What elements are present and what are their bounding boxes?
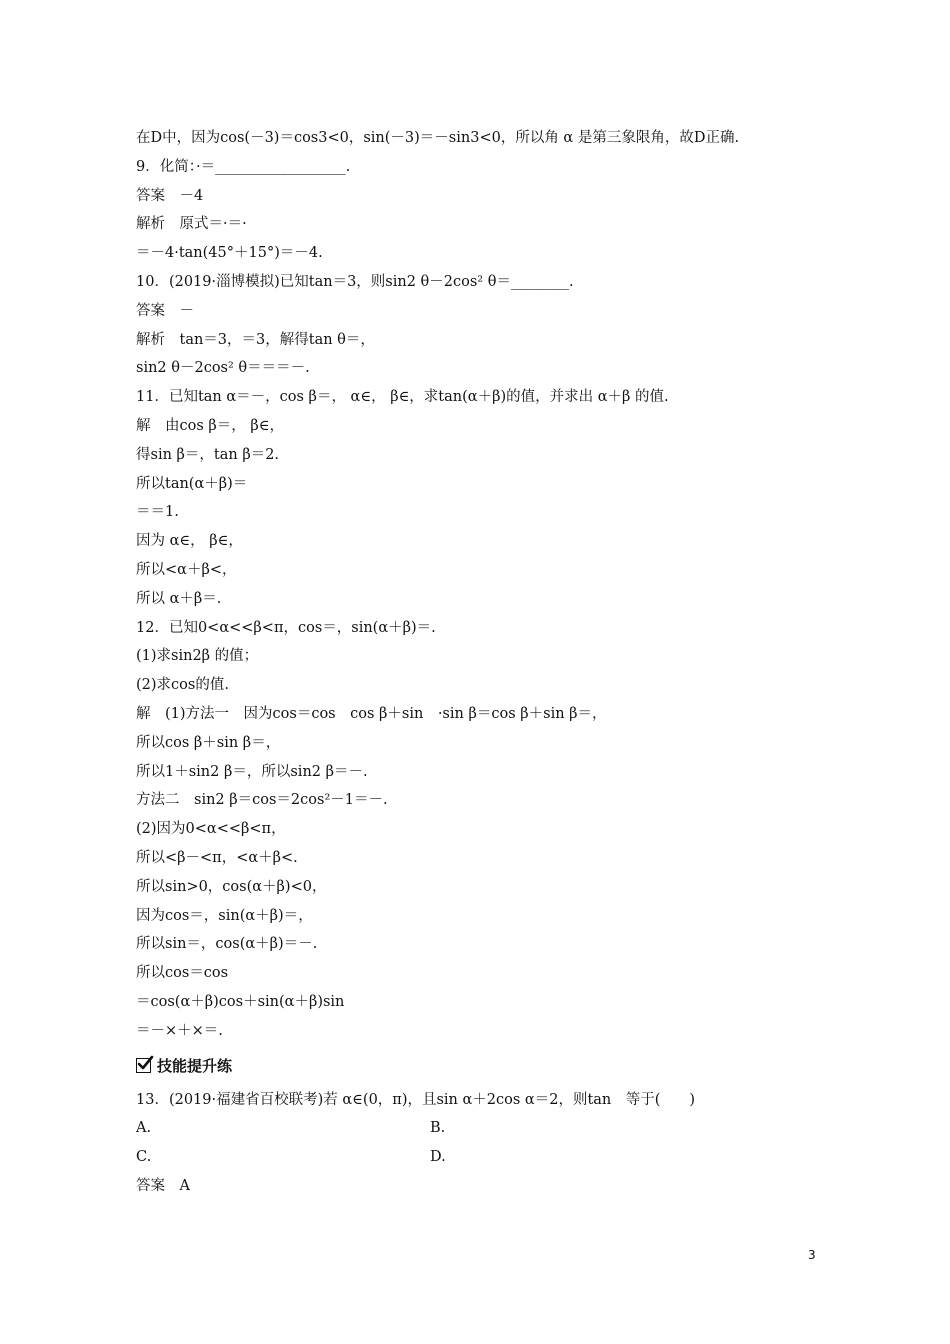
solution-text-block	[136, 124, 836, 1046]
text-line: 因为 α∈， β∈，	[136, 533, 243, 550]
text-line: 所以1＋sin2 β＝，所以sin2 β＝－.	[136, 763, 368, 780]
text-line: 所以 α＋β＝.	[136, 590, 222, 607]
options-row-1	[136, 1114, 836, 1143]
text-line: 所以<α＋β<，	[136, 561, 237, 578]
text-line: 10．(2019·淄博模拟)已知tan＝3，则sin2 θ－2cos² θ＝________.	[136, 273, 574, 290]
text-line: ＝＝1.	[136, 504, 179, 521]
text-line: (2)因为0<α<<β<π，	[136, 821, 286, 838]
text-line: 答案 －	[136, 302, 194, 319]
option-c: C.	[136, 1149, 152, 1166]
option-a: A.	[136, 1120, 152, 1137]
text-line: 所以sin＝，cos(α＋β)＝－.	[136, 936, 318, 953]
text-line: 解析 tan＝3，＝3，解得tan θ＝，	[136, 331, 375, 348]
text-line: 得sin β＝，tan β＝2.	[136, 446, 280, 463]
answer-13: 答案 A	[136, 1177, 190, 1194]
text-line: 所以cos β＋sin β＝，	[136, 734, 281, 751]
text-line: 所以tan(α＋β)＝	[136, 475, 248, 492]
option-b: B.	[430, 1120, 446, 1137]
text-line: 所以<β－<π，<α＋β<.	[136, 849, 298, 866]
text-line: ＝－4·tan(45°＋15°)＝－4.	[136, 245, 323, 262]
text-line: ＝－×＋×＝.	[136, 1022, 223, 1039]
text-line: (1)求sin2β 的值；	[136, 648, 259, 665]
section-header	[136, 1050, 836, 1082]
option-d: D.	[430, 1149, 446, 1166]
text-line: 解 (1)方法一 因为cos＝cos cos β＋sin ·sin β＝cos β＋sin β＝，	[136, 705, 607, 722]
text-line: 答案 －4	[136, 187, 204, 204]
text-line: 12．已知0<α<<β<π，cos＝，sin(α＋β)＝.	[136, 619, 436, 636]
options-row-2	[136, 1143, 836, 1172]
text-line: 9．化简：·＝__________________.	[136, 158, 351, 175]
question-13: 13．(2019·福建省百校联考)若 α∈(0，π)，且sin α＋2cos α＝2，则tan 等于( )	[136, 1091, 696, 1108]
page-content	[136, 124, 836, 1201]
text-line: 在D中，因为cos(－3)＝cos3<0，sin(－3)＝－sin3<0，所以角 α 是第三象限角，故D正确.	[136, 130, 740, 146]
text-line: 所以cos＝cos	[136, 965, 229, 982]
text-line: 11．已知tan α＝－，cos β＝， α∈， β∈，求tan(α＋β)的值，并求出 α＋β 的值.	[136, 389, 669, 406]
section-title: 技能提升练	[157, 1057, 233, 1075]
text-line: 所以sin>0，cos(α＋β)<0，	[136, 878, 327, 895]
text-line: 因为cos＝，sin(α＋β)＝，	[136, 907, 313, 924]
text-line: sin2 θ－2cos² θ＝＝＝－.	[136, 360, 310, 377]
text-line: (2)求cos的值.	[136, 677, 229, 694]
page-number: 3	[808, 1248, 816, 1262]
text-line: 解 由cos β＝， β∈，	[136, 417, 285, 434]
text-line: 方法二 sin2 β＝cos＝2cos²－1＝－.	[136, 792, 388, 809]
text-line: ＝cos(α＋β)cos＋sin(α＋β)sin	[136, 993, 345, 1010]
checkbox-check-icon	[136, 1058, 151, 1073]
text-line: 解析 原式＝·＝·	[136, 216, 247, 233]
